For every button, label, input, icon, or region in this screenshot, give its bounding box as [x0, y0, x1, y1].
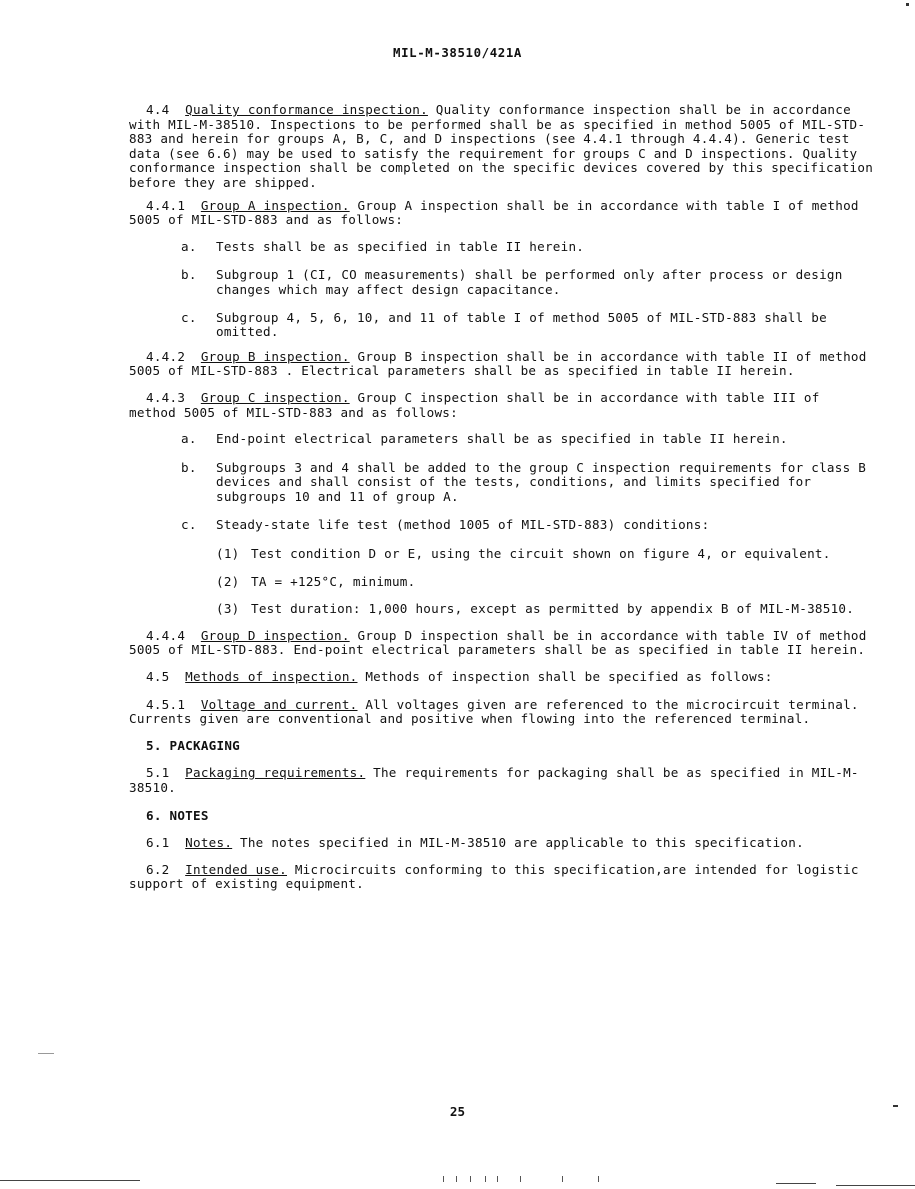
list-label: b.	[181, 459, 197, 475]
section-5-heading: 5. PACKAGING	[146, 737, 240, 753]
list-label: a.	[181, 431, 197, 447]
section-number: 6.1	[146, 835, 170, 851]
section-text: Methods of inspection shall be specified as follows:	[357, 669, 773, 685]
section-6-2	[129, 863, 874, 892]
section-text: Group D inspection shall be in accordance with table IV of method 5005 of MIL-STD-883. End-point electrical parameters shall be as specified in table II herein.	[129, 627, 875, 658]
scan-mark	[562, 1176, 563, 1182]
section-number: 4.4.1	[146, 197, 186, 213]
section-title: Group C inspection.	[200, 389, 350, 405]
section-text: The notes specified in MIL-M-38510 are applicable to this specification.	[232, 835, 804, 851]
scan-mark	[906, 3, 909, 6]
scan-mark	[456, 1176, 457, 1182]
list-text: End-point electrical parameters shall be as specified in table II herein.	[216, 431, 788, 447]
section-title: Intended use.	[185, 861, 287, 877]
section-number: 4.4	[146, 102, 170, 117]
section-4-4-3	[129, 391, 874, 420]
scan-mark	[598, 1176, 599, 1182]
list-item	[129, 461, 874, 505]
section-text: Group B inspection shall be in accordance with table II of method 5005 of MIL-STD-883 . Electrical parameters shall be as specified in table II herein.	[129, 348, 875, 379]
sub-list-label: (2)	[216, 573, 240, 589]
list-text: Subgroup 4, 5, 6, 10, and 11 of table I of method 5005 of MIL-STD-883 shall be omitted.	[216, 309, 827, 340]
section-text: Microcircuits conforming to this specification,are intended for logistic support of existing equipment.	[129, 861, 867, 892]
list-label: c.	[181, 309, 197, 325]
section-title: Group A inspection.	[200, 197, 350, 213]
section-text: The requirements for packaging shall be as specified in MIL-M-38510.	[129, 765, 859, 795]
section-title: Group B inspection.	[200, 348, 350, 364]
section-number: 4.4.3	[146, 389, 186, 405]
scan-mark	[470, 1176, 471, 1182]
section-title: Voltage and current.	[200, 696, 358, 712]
sub-list-item	[129, 547, 874, 562]
list-item	[129, 432, 874, 447]
list-text: Subgroups 3 and 4 shall be added to the group C inspection requirements for class B devices and shall consist of the tests, conditions, and limits specified for subgroups 10 and 11 of group A.	[216, 459, 867, 504]
section-text: Quality conformance inspection shall be in accordance with MIL-M-38510. Inspections to be performed shall be as specified in method 5005 of MIL-STD-883 and herein for groups A, B, C, and D inspections (see 4.4.1 through 4.4.4). Generic test data (see 6.6) may be used to satisfy the requirement for groups C and D inspections. Quality conformance inspection shall be completed on the specific devices covered by this specification before they are shipped.	[129, 102, 881, 190]
scan-line	[836, 1185, 915, 1186]
section-number: 5.1	[146, 765, 170, 781]
scan-mark	[497, 1176, 498, 1182]
section-6-1	[129, 836, 874, 851]
scan-mark	[443, 1176, 444, 1182]
scan-mark	[893, 1105, 898, 1107]
scan-mark	[485, 1176, 486, 1182]
scan-line	[776, 1183, 816, 1184]
section-4-4-2	[129, 350, 874, 379]
section-text: All voltages given are referenced to the microcircuit terminal. Currents given are conventional and positive when flowing into the referenced terminal.	[129, 696, 867, 727]
section-text: Group A inspection shall be in accordance with table I of method 5005 of MIL-STD-883 and as follows:	[129, 197, 867, 228]
section-title: Group D inspection.	[200, 627, 350, 643]
sub-list-text: Test duration: 1,000 hours, except as permitted by appendix B of MIL-M-38510.	[251, 601, 855, 617]
list-item	[129, 518, 874, 533]
sub-list-text: Test condition D or E, using the circuit shown on figure 4, or equivalent.	[251, 546, 831, 562]
section-4-4-1	[129, 199, 874, 228]
section-number: 4.5	[146, 669, 170, 685]
section-title: Methods of inspection.	[185, 669, 358, 685]
sub-list-text: TA = +125°C, minimum.	[251, 573, 416, 589]
section-5-1	[129, 766, 874, 795]
page-number: 25	[449, 1104, 466, 1119]
section-number: 4.4.2	[146, 348, 186, 364]
sub-list-item	[129, 575, 874, 590]
section-title: Quality conformance inspection.	[185, 102, 428, 117]
section-title: Notes.	[185, 835, 233, 851]
list-text: Tests shall be as specified in table II herein.	[216, 238, 585, 254]
section-number: 6.2	[146, 861, 170, 877]
sub-list-label: (1)	[216, 546, 240, 562]
section-number: 4.4.4	[146, 627, 186, 643]
list-item	[129, 268, 874, 297]
list-item	[129, 311, 874, 340]
section-6-heading: 6. NOTES	[146, 807, 209, 823]
list-label: b.	[181, 267, 197, 283]
list-item	[129, 240, 874, 255]
scan-mark	[38, 1053, 54, 1054]
list-text: Subgroup 1 (CI, CO measurements) shall be performed only after process or design changes which may affect design capacitance.	[216, 267, 843, 297]
list-label: c.	[181, 517, 197, 533]
section-text: Group C inspection shall be in accordance with table III of method 5005 of MIL-STD-883 and as follows:	[129, 389, 828, 420]
sub-list-item	[129, 602, 874, 617]
section-4-4-4	[129, 629, 874, 658]
document-header: MIL-M-38510/421A	[393, 45, 522, 60]
list-label: a.	[181, 238, 197, 254]
section-4-5-1	[129, 698, 874, 727]
scan-line	[0, 1180, 140, 1181]
sub-list-label: (3)	[216, 601, 240, 617]
section-title: Packaging requirements.	[185, 765, 366, 781]
list-text: Steady-state life test (method 1005 of MIL-STD-883) conditions:	[216, 517, 710, 533]
scan-mark	[520, 1176, 521, 1182]
section-number: 4.5.1	[146, 696, 186, 712]
section-4-5	[129, 670, 874, 685]
section-4-4	[129, 102, 881, 191]
page-body	[129, 102, 881, 892]
